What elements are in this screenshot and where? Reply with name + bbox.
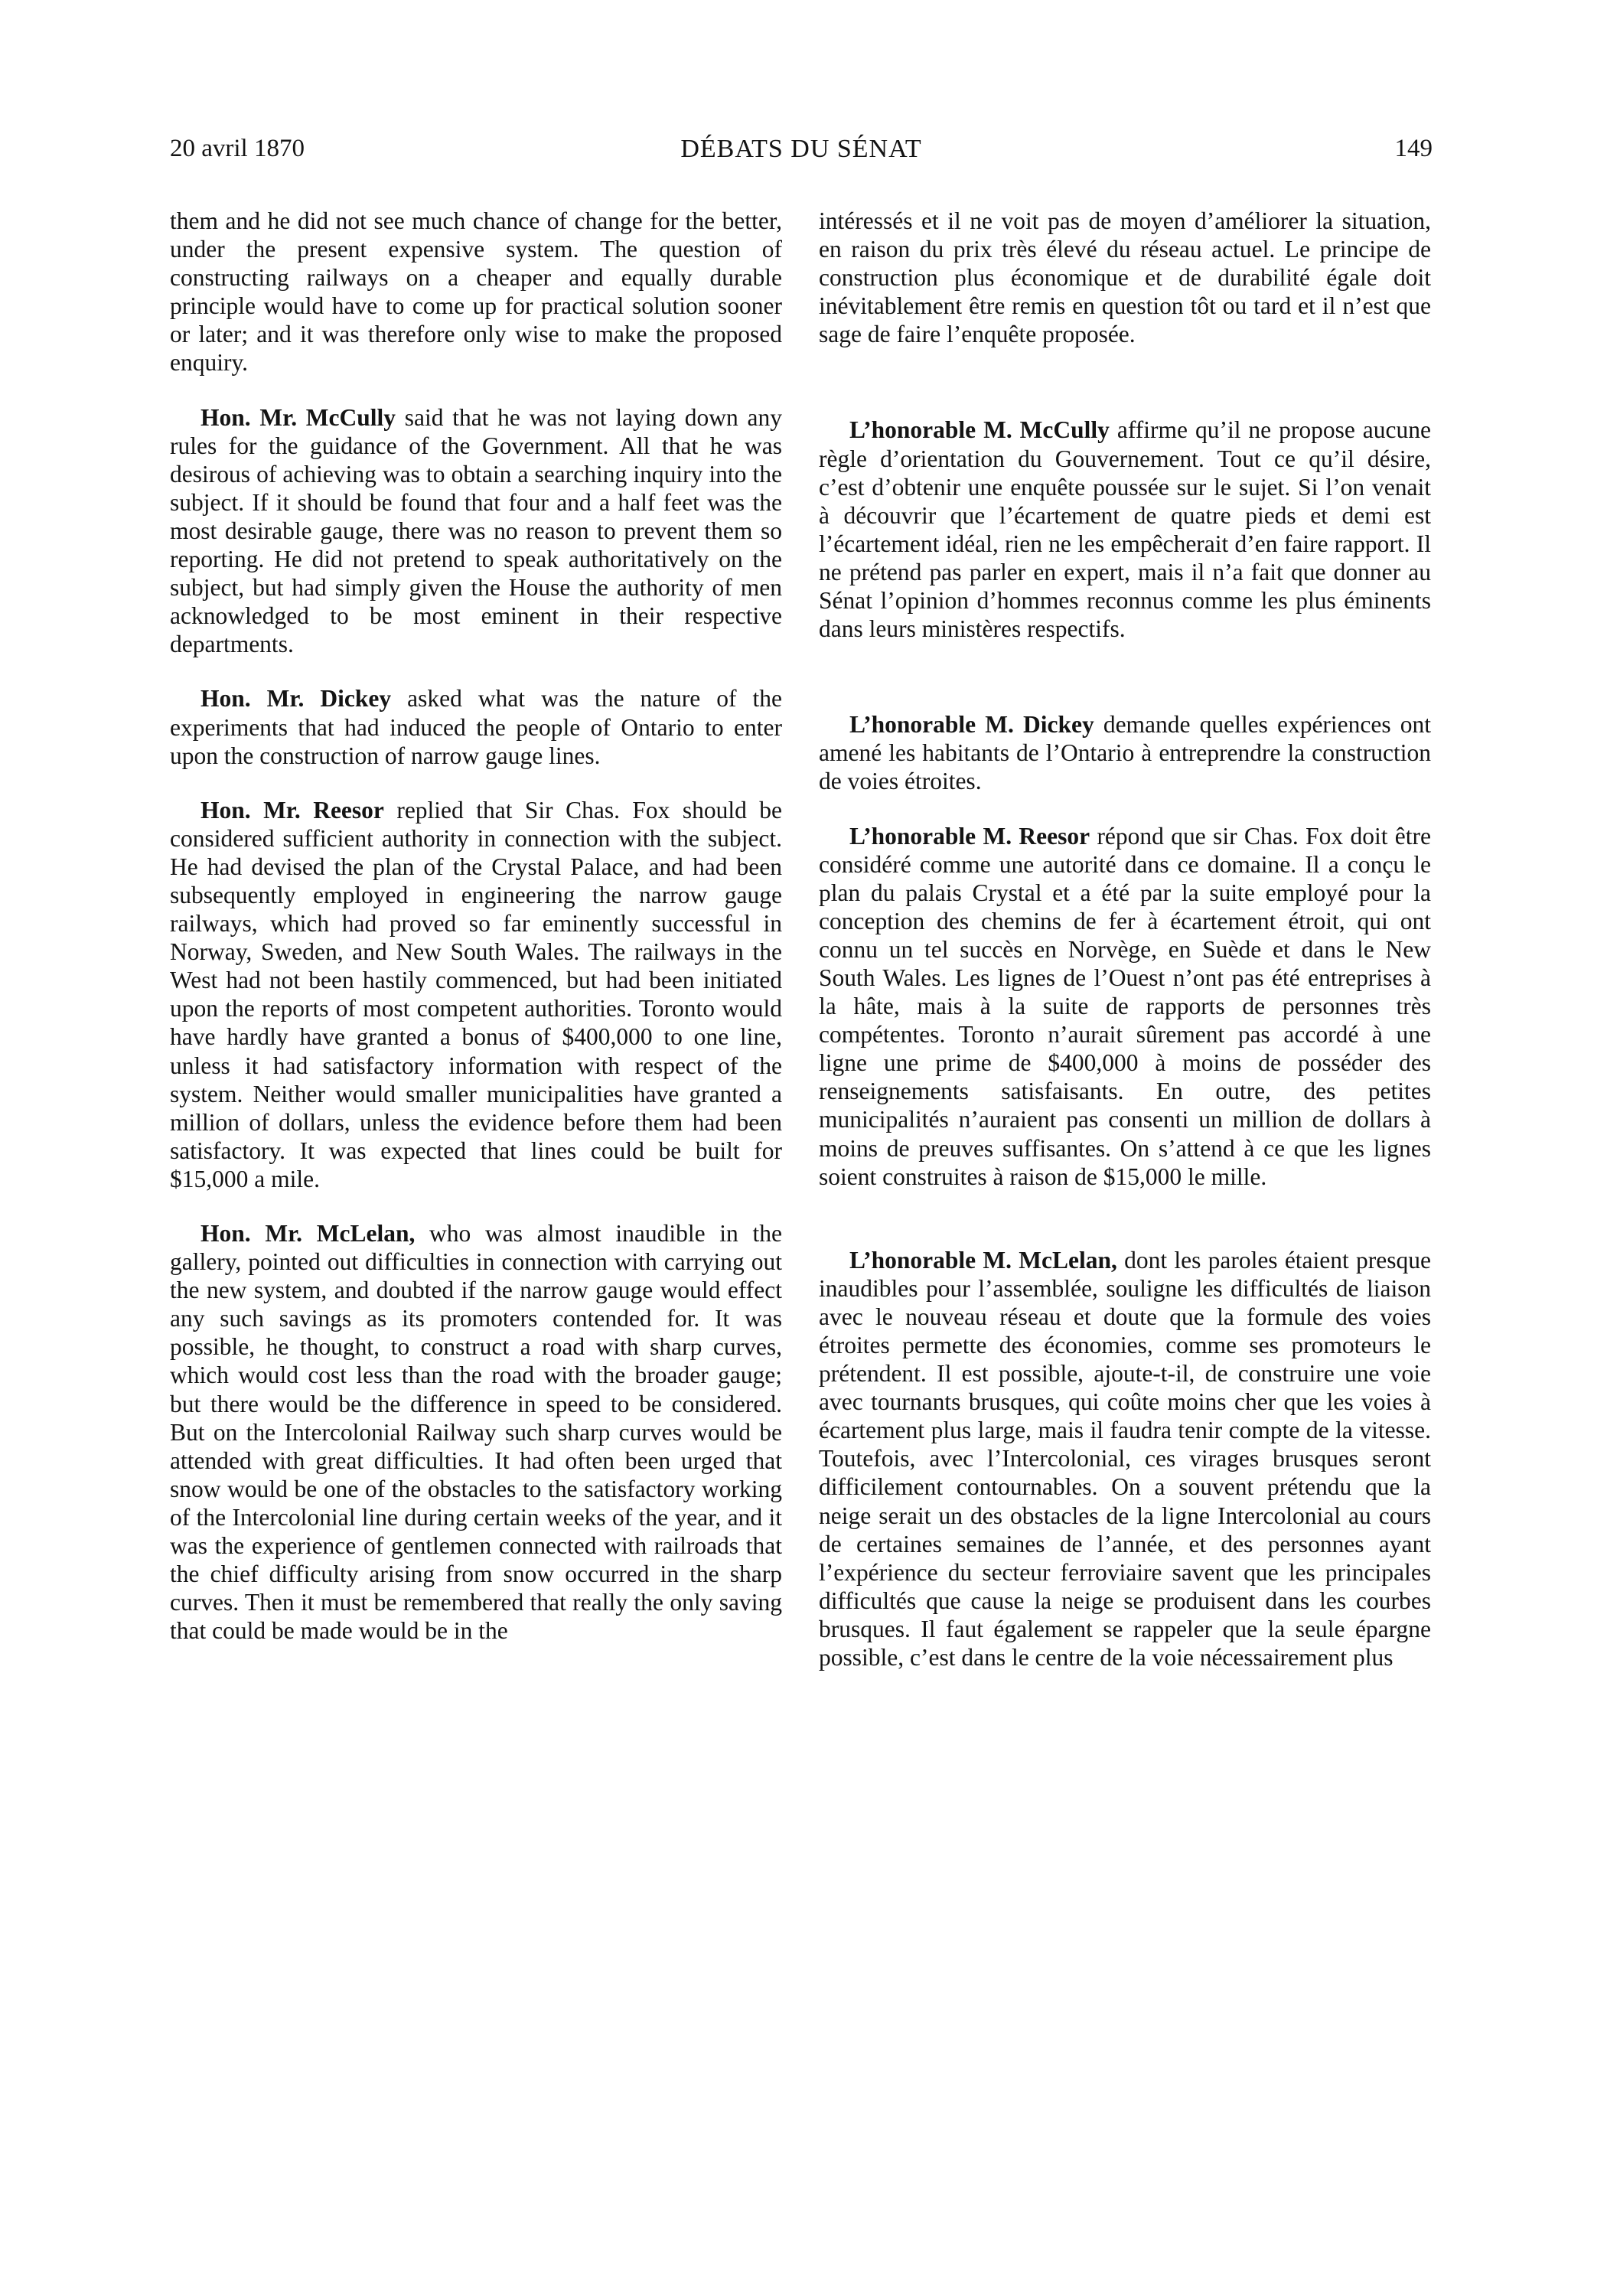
speaker-name: L’honorable M. Dickey bbox=[849, 711, 1094, 739]
speaker-name: Hon. Mr. McCully bbox=[200, 403, 396, 431]
page-header bbox=[170, 135, 1433, 173]
speaker-name: Hon. Mr. Reesor bbox=[200, 796, 384, 823]
speaker-name: L’honorable M. Reesor bbox=[849, 822, 1090, 850]
paragraph-text: dont les paroles étaient presque inaudibles pour l’assemblée, souligne les difficultés de liaison avec le nouveau réseau et doute que la formule des voies étroites permette des économies, comme ses promoteurs le prétendent. Il est possible, ajoute-t-il, de construire une voie avec tournants brusques, qui coûte moins cher que les voies à écartement plus large, mais il faudra tenir compte de la vitesse. Toutefois, avec l’Intercolonial, ces virages brusques seront difficilement contournables. On a souvent prétendu que la neige serait un des obstacles de la ligne Intercolonial au cours de certaines semaines de l’année, et des personnes ayant l’expérience du secteur ferroviaire savent que les principales difficultés que cause la neige se produisent dans les courbes brusques. Il faut également se rappeler que la seule épargne possible, c’est dans le centre de la voie nécessairement plus bbox=[819, 1246, 1431, 1671]
header-date: 20 avril 1870 bbox=[170, 135, 305, 162]
paragraph bbox=[170, 796, 782, 1193]
paragraph-text: demande quelles expériences ont amené les habitants de l’Ontario à entreprendre la construction de voies étroites. bbox=[819, 711, 1431, 795]
paragraph bbox=[170, 1219, 782, 1645]
paragraph-text: said that he was not laying down any rules for the guidance of the Government. All that he was desirous of achieving was to obtain a searching inquiry into the subject. If it should be found that four and a half feet was the most desirable gauge, there was no reason to prevent them so reporting. He did not pretend to speak authoritatively on the subject, but had simply given the House the authority of men acknowledged to be most eminent in their respective departments. bbox=[170, 403, 782, 658]
header-title: DÉBATS DU SÉNAT bbox=[680, 135, 922, 163]
speaker-name: Hon. Mr. Dickey bbox=[200, 685, 392, 713]
paragraph bbox=[819, 207, 1431, 348]
paragraph-text: who was almost inaudible in the gallery, pointed out difficulties in connection with carrying out the new system, and doubted if the narrow gauge would effect any such savings as its promoters contended for. It was possible, he thought, to construct a road with sharp curves, which would cost less than the road with the broader gauge; but there would be the difference in speed to be considered. But on the Intercolonial Railway such sharp curves would be attended with great difficulties. It had often been urged that snow would be one of the obstacles to the satisfactory working of the Intercolonial line during certain weeks of the year, and it was the experience of gentlemen connected with railroads that the chief difficulty arising from snow occurred in the sharp curves. Then it must be remembered that really the only saving that could be made would be in the bbox=[170, 1220, 782, 1645]
paragraph bbox=[170, 403, 782, 659]
speaker-name: L’honorable M. McCully bbox=[849, 416, 1110, 444]
paragraph bbox=[170, 207, 782, 377]
paragraph bbox=[819, 1246, 1431, 1671]
speaker-name: Hon. Mr. McLelan, bbox=[200, 1220, 416, 1247]
page-number: 149 bbox=[1394, 135, 1433, 162]
english-column bbox=[170, 207, 782, 1645]
paragraph bbox=[170, 684, 782, 769]
paragraph bbox=[819, 710, 1431, 795]
paragraph-text: them and he did not see much chance of change for the better, under the present expensive system. The question of constructing railways on a cheaper and equally durable principle would have to come up for practical solution sooner or later; and it was therefore only wise to make the proposed enquiry. bbox=[170, 207, 782, 377]
speaker-name: L’honorable M. McLelan, bbox=[849, 1246, 1117, 1274]
paragraph bbox=[819, 416, 1431, 643]
paragraph-text: asked what was the nature of the experiments that had induced the people of Ontario to enter upon the construction of narrow gauge lines. bbox=[170, 685, 782, 769]
french-column bbox=[819, 207, 1431, 1671]
paragraph-text: affirme qu’il ne propose aucune règle d’orientation du Gouvernement. Tout ce qu’il désire, c’est d’obtenir une enquête poussée sur le sujet. Si l’on venait à découvrir que l’écartement de quatre pieds et demi est l’écartement idéal, rien ne les empêcherait d’en faire rapport. Il ne prétend pas parler en expert, mais il n’a fait que donner au Sénat l’opinion d’hommes reconnus comme les plus éminents dans leurs ministères respectifs. bbox=[819, 416, 1432, 643]
paragraph bbox=[819, 822, 1431, 1191]
paragraph-text: intéressés et il ne voit pas de moyen d’améliorer la situation, en raison du prix très élevé du réseau actuel. Le principe de construction plus économique et de durabilité égale doit inévitablement être remis en question tôt ou tard et il n’est que sage de faire l’enquête proposée. bbox=[819, 207, 1431, 348]
paragraph-text: répond que sir Chas. Fox doit être considéré comme une autorité dans ce domaine. Il a conçu le plan du palais Crystal et a été par la suite employé pour la conception des chemins de fer à écartement étroit, qui ont connu un tel succès en Norvège, en Suède et dans le New South Wales. Les lignes de l’Ouest n’ont pas été entreprises à la hâte, mais à la suite de rapports de personnes très compétentes. Toronto n’aurait sûrement pas accordé à une ligne une prime de $400,000 à moins de posséder des renseignements satisfaisants. En outre, des petites municipalités n’auraient pas consenti un million de dollars à moins de preuves suffisantes. On s’attend à ce que les lignes soient construites à raison de $15,000 le mille. bbox=[819, 822, 1431, 1190]
paragraph-text: replied that Sir Chas. Fox should be considered sufficient authority in connection with the subject. He had devised the plan of the Crystal Palace, and had been subsequently employed in engineering the narrow gauge railways, which had proved so far eminently successful in Norway, Sweden, and New South Wales. The railways in the West had not been hastily commenced, but had been initiated upon the reports of most competent authorities. Toronto would have hardly have granted a bonus of $400,000 to one line, unless it had satisfactory information with respect of the system. Neither would smaller municipalities have granted a million of dollars, unless the evidence before them had been satisfactory. It was expected that lines could be built for $15,000 a mile. bbox=[170, 796, 782, 1192]
